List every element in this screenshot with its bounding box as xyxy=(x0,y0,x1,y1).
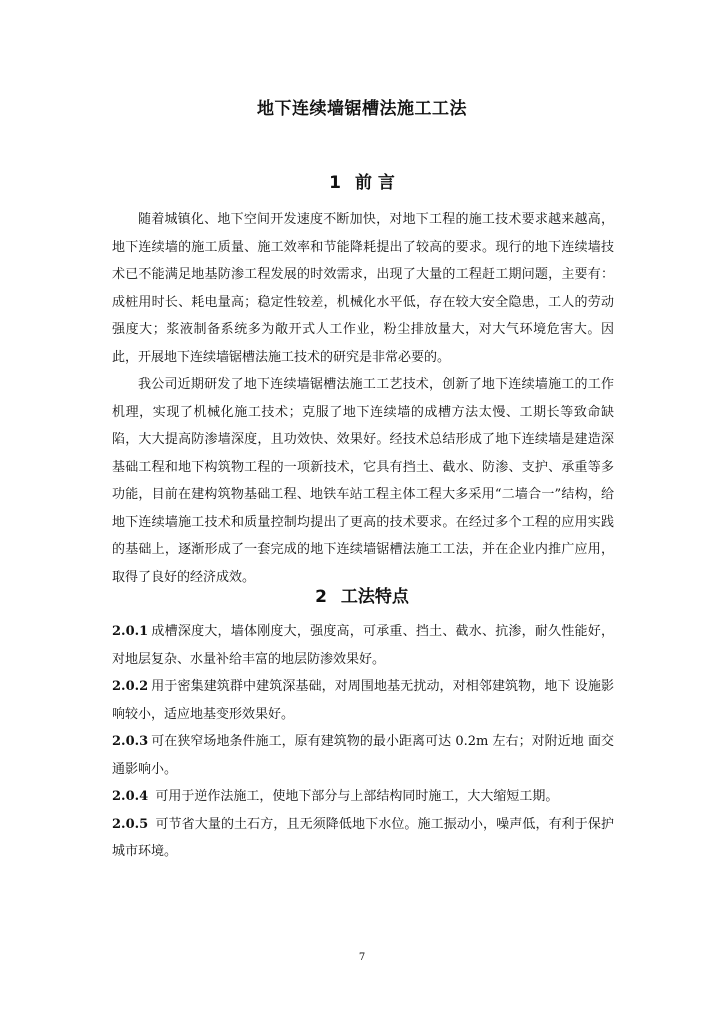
list-item xyxy=(112,728,614,783)
item-number: 2.0.1 xyxy=(112,624,149,639)
item-text: 可在狭窄场地条件施工，原有建筑物的最小距离可达 0.2m 左右；对附近地 面交通影响小。 xyxy=(112,734,614,777)
section-title: 前 言 xyxy=(354,173,395,193)
item-number: 2.0.4 xyxy=(112,789,149,804)
item-text: 可用于逆作法施工，使地下部分与上部结构同时施工，大大缩短工期。 xyxy=(151,789,559,804)
list-item xyxy=(112,783,614,811)
paragraph: 随着城镇化、地下空间开发速度不断加快，对地下工程的施工技术要求越来越高，地下连续墙的施工质量、施工效率和节能降耗提出了较高的要求。现行的地下连续墙技术已不能满足地基防渗工程发展的时效需求，出现了大量的工程赶工期问题，主要有：成桩用时长、耗电量高；稳定性较差，机械化水平低，存在较大安全隐患，工人的劳动强度大；浆液制备系统多为敞开式人工作业，粉尘排放量大，对大气环境危害大。因此，开展地下连续墙锯槽法施工技术的研究是非常必要的。 xyxy=(112,212,614,365)
item-text: 可节省大量的土石方，且无须降低地下水位。施工振动小，噪声低，有利于保护城市环境。 xyxy=(112,816,614,859)
document-title: 地下连续墙锯槽法施工工法 xyxy=(257,99,467,119)
section-title: 工法特点 xyxy=(340,587,409,607)
page-number: 7 xyxy=(358,952,366,963)
introduction-body xyxy=(112,206,614,591)
section-heading-introduction xyxy=(0,168,724,193)
item-text: 用于密集建筑群中建筑深基础，对周围地基无扰动，对相邻建筑物，地下 设施影响较小，适应地基变形效果好。 xyxy=(112,679,614,722)
feature-list xyxy=(112,618,614,866)
section-number: 1 xyxy=(329,173,341,193)
item-number: 2.0.2 xyxy=(112,679,149,694)
list-item xyxy=(112,811,614,866)
item-number: 2.0.5 xyxy=(112,816,149,832)
section-number: 2 xyxy=(315,587,327,607)
section-heading-features xyxy=(0,582,724,607)
list-item xyxy=(112,618,614,673)
paragraph: 我公司近期研发了地下连续墙锯槽法施工工艺技术，创新了地下连续墙施工的工作机理，实现了机械化施工技术；克服了地下连续墙的成槽方法太慢、工期长等致命缺陷，大大提高防渗墙深度，且功效快、效果好。经技术总结形成了地下连续墙是建造深基础工程和地下构筑物工程的一项新技术，它具有挡土、截水、防渗、支护、承重等多功能，目前在建构筑物基础工程、地铁车站工程主体工程大多采用“二墙合一”结构，给地下连续墙施工技术和质量控制均提出了更高的技术要求。在经过多个工程的应用实践的基础上，逐渐形成了一套完成的地下连续墙锯槽法施工工法，并在企业内推广应用，取得了良好的经济成效。 xyxy=(112,377,614,585)
list-item xyxy=(112,673,614,728)
item-number: 2.0.3 xyxy=(112,734,149,749)
item-text: 成槽深度大，墙体刚度大，强度高，可承重、挡土、截水、抗渗，耐久性能好，对地层复杂、水量补给丰富的地层防渗效果好。 xyxy=(112,624,614,667)
